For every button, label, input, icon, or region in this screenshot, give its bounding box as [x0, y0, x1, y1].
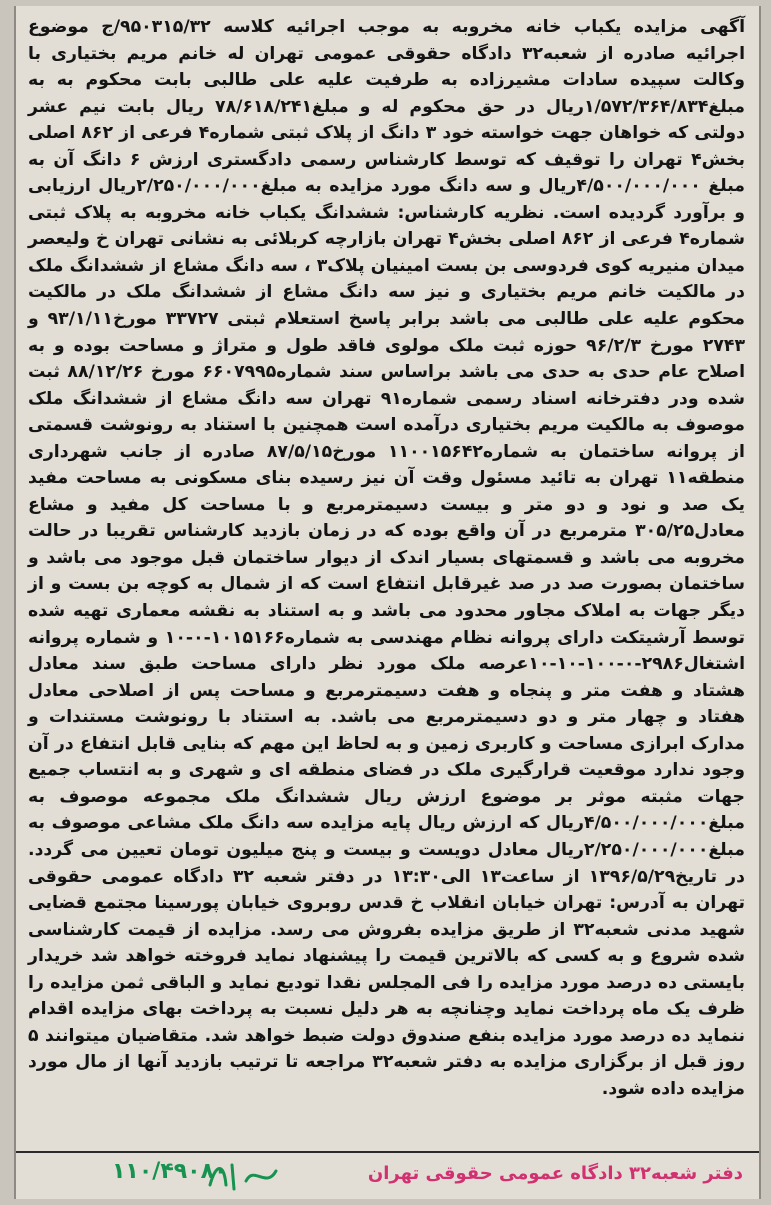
notice-text: آگهی مزایده یکباب خانه مخروبه به موجب اجرائیه کلاسه ۹۵۰۳۱۵/۳۲/ج موضوع اجرائیه صادره از شعبه۳۲ دادگاه حقوقی عمومی تهران له خانم مریم بختیاری با وکالت سپیده سادات مشیرزاده به طرفیت علیه علی طالبی بابت محکوم به به مبلغ۱/۵۷۲/۳۶۴/۸۳۴ریال در حق محکوم له و مبلغ۷۸/۶۱۸/۲۴۱ ریال بابت نیم عشر دولتی که خواهان جهت خواسته خود ۳ دانگ از پلاک ثبتی شماره۴ فرعی از ۸۶۲ اصلی بخش۴ تهران را توقیف که توسط کارشناس رسمی دادگستری ارزش ۶ دانگ آن به مبلغ ۴/۵۰۰/۰۰۰/۰۰۰ریال و سه دانگ مورد مزایده به مبلغ۲/۲۵۰/۰۰۰/۰۰۰ریال ارزیابی و برآورد گردیده است. نظریه کارشناس: ششدانگ یکباب خانه مخروبه به پلاک ثبتی شماره۴ فرعی از ۸۶۲ اصلی بخش۴ تهران بازارچه کربلائی به نشانی تهران خ ولیعصر میدان منیریه کوی فردوسی بن بست امینیان پلاک۳ ، سه دانگ مشاع از ششدانگ ملک در مالکیت خانم مریم بختیاری و نیز سه دانگ مشاع از ششدانگ ملک در مالکیت محکوم علیه علی طالبی می باشد برابر پاسخ استعلام ثبتی ۳۳۷۲۷ مورخ۹۳/۱/۱۱ و ۲۷۴۳ مورخ ۹۶/۲/۳ حوزه ثبت ملک مولوی فاقد طول و متراژ و مساحت بوده و به اصلاح عام حدی به حدی می باشد براساس سند شماره۶۶۰۷۹۹۵ مورخ ۸۸/۱۲/۲۶ ثبت شده ودر دفترخانه اسناد رسمی شماره۹۱ تهران سه دانگ مشاع از ششدانگ ملک موصوف به مالکیت مریم بختیاری درآمده است همچنین با استناد به رونوشت قسمتی از پروانه ساختمان به شماره۱۱۰۰۱۵۶۴۲ مورخ۸۷/۵/۱۵ صادره از جانب شهرداری منطقه۱۱ تهران به تائید مسئول وقت آن نیز رسیده بنای مسکونی به مساحت مفید یک صد و نود و دو متر و بیست دسیمترمربع و با مساحت کل مفید و مشاع معادل۳۰۵/۲۵ مترمربع در آن واقع بوده که در زمان بازدید کارشناس تقریبا در حالت مخروبه می باشد و قسمتهای بسیار اندک از دیوار ساختمان قبل موجود می باشد و ساختمان بصورت صد در صد غیرقابل انتفاع است که از شمال به کوچه بن بست و از دیگر جهات به املاک مجاور محدود می باشد و به استناد به نقشه معماری تهیه شده توسط آرشیتکت دارای پروانه نظام مهندسی به شماره۱۰۱۵۱۶۶-۰-۱۰ و شماره پروانه اشتغال۲۹۸۶-۰-۱۰۰-۱۰-۱۰عرصه ملک مورد نظر دارای مساحت طبق سند معادل هشتاد و هفت متر و پنجاه و هفت دسیمترمربع و مساحت پس از اصلاحی معادل هفتاد و چهار متر و دو دسیمترمربع می باشد. به استناد با رونوشت مستندات و مدارک ابرازی مساحت و کاربری زمین و به لحاظ این مهم که بنایی قابل انتفاع در آن وجود ندارد موقعیت قرارگیری ملک در فضای منطقه ای و شهری و به انتساب جمیع جهات مثبته موثر بر موضوع ارزش ریال ششدانگ ملک مجموعه موصوف به مبلغ۴/۵۰۰/۰۰۰/۰۰۰ریال که ارزش ریال پایه مزایده سه دانگ ملک مشاعی موصوف به مبلغ۲/۲۵۰/۰۰۰/۰۰۰ریال معادل دویست و بیست و پنج میلیون تومان تعیین می گردد. در تاریخ۱۳۹۶/۵/۲۹ از ساعت۱۳ الی۱۳:۳۰ در دفتر شعبه ۳۲ دادگاه عمومی حقوقی تهران به آدرس: تهران خیابان انقلاب خ قدس روبروی خیابان پورسینا مجتمع قضایی شهید مدنی شعبه۳۲ از طریق مزایده بفروش می رسد. مزایده از قیمت کارشناسی شده شروع و به کسی که بالاترین قیمت را پیشنهاد نماید فروخته خواهد شد خریدار بایستی ده درصد مورد مزایده را فی المجلس نقدا تودیع نماید و الباقی ثمن مزایده را ظرف یک ماه پرداخت نماید وچنانچه به هر دلیل نسبت به پرداخت بهای مزایده اقدام ننماید ده درصد مورد مزایده بنفع صندوق دولت ضبط خواهد شد. متقاضیان میتوانند ۵ روز قبل از برگزاری مزایده به دفتر شعبه۳۲ مراجعه تا ترتیب بازدید آنها از مال مورد مزایده داده شود. — [28, 17, 746, 1099]
notice-serial-number: ۱۱۰/۴۹۰۸۰ — [112, 1159, 228, 1184]
court-office-signature: دفتر شعبه۳۲ دادگاه عمومی حقوقی تهران — [367, 1163, 743, 1184]
notice-footer — [16, 1151, 759, 1199]
newspaper-clipping — [14, 6, 761, 1199]
notice-body — [16, 6, 759, 1102]
